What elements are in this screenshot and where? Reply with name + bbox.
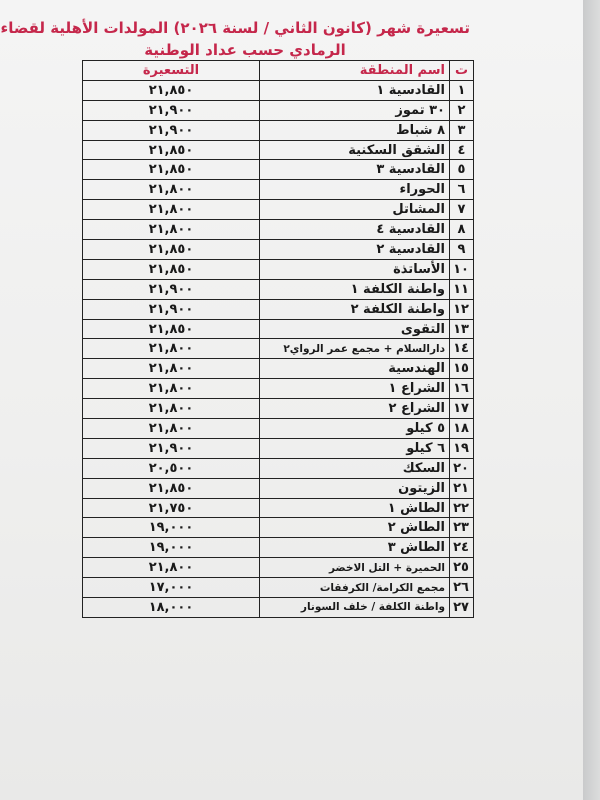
row-price: ١٩,٠٠٠ <box>83 538 260 558</box>
table-row <box>83 478 474 498</box>
row-area: ٣٠ تموز <box>260 100 450 120</box>
row-area: السكك <box>260 458 450 478</box>
row-num: ٨ <box>450 220 474 240</box>
row-area: الحوراء <box>260 180 450 200</box>
header-num: ت <box>450 61 474 81</box>
row-num: ٢٧ <box>450 598 474 618</box>
row-area: الأساتذة <box>260 259 450 279</box>
row-num: ٢٢ <box>450 498 474 518</box>
row-price: ٢١,٨٥٠ <box>83 259 260 279</box>
header-area: اسم المنطقة <box>260 61 450 81</box>
row-num: ١٨ <box>450 419 474 439</box>
row-area: القادسية ٢ <box>260 240 450 260</box>
row-num: ١٦ <box>450 379 474 399</box>
row-price: ٢٠,٥٠٠ <box>83 458 260 478</box>
table-row <box>83 438 474 458</box>
table-row <box>83 220 474 240</box>
row-price: ٢١,٨٠٠ <box>83 558 260 578</box>
row-area: الشراع ٢ <box>260 399 450 419</box>
table-row <box>83 518 474 538</box>
table-row <box>83 598 474 618</box>
row-area: الشراع ١ <box>260 379 450 399</box>
row-price: ٢١,٨٥٠ <box>83 240 260 260</box>
row-num: ١٢ <box>450 299 474 319</box>
table-row <box>83 379 474 399</box>
row-area: القادسية ١ <box>260 80 450 100</box>
row-price: ٢١,٧٥٠ <box>83 498 260 518</box>
row-area: الطاش ١ <box>260 498 450 518</box>
row-area: التقوى <box>260 319 450 339</box>
row-area: الطاش ٣ <box>260 538 450 558</box>
row-area: القادسية ٤ <box>260 220 450 240</box>
row-num: ٢٠ <box>450 458 474 478</box>
table-row <box>83 558 474 578</box>
row-area: الشقق السكنية <box>260 140 450 160</box>
row-area: ٥ كيلو <box>260 419 450 439</box>
row-price: ٢١,٨٠٠ <box>83 419 260 439</box>
row-num: ٢١ <box>450 478 474 498</box>
table-row <box>83 160 474 180</box>
table-row <box>83 498 474 518</box>
row-num: ١٥ <box>450 359 474 379</box>
table-row <box>83 339 474 359</box>
row-price: ٢١,٨٠٠ <box>83 359 260 379</box>
table-row <box>83 279 474 299</box>
row-price: ٢١,٩٠٠ <box>83 120 260 140</box>
row-price: ٢١,٨٥٠ <box>83 160 260 180</box>
row-price: ٢١,٨٠٠ <box>83 180 260 200</box>
row-price: ٢١,٩٠٠ <box>83 279 260 299</box>
row-area: ٦ كيلو <box>260 438 450 458</box>
row-price: ٢١,٩٠٠ <box>83 100 260 120</box>
row-num: ١١ <box>450 279 474 299</box>
row-area: دارالسلام + مجمع عمر الرواي٢ <box>260 339 450 359</box>
row-num: ٢ <box>450 100 474 120</box>
row-price: ١٩,٠٠٠ <box>83 518 260 538</box>
row-area: الزيتون <box>260 478 450 498</box>
row-price: ٢١,٨٠٠ <box>83 379 260 399</box>
row-price: ٢١,٨٠٠ <box>83 399 260 419</box>
row-price: ٢١,٨٠٠ <box>83 200 260 220</box>
row-area: مجمع الكرامة/ الكرفقات <box>260 578 450 598</box>
row-num: ٥ <box>450 160 474 180</box>
row-area: القادسية ٣ <box>260 160 450 180</box>
header-price: التسعيرة <box>83 61 260 81</box>
table-row <box>83 299 474 319</box>
row-area: واطنة الكلفة / خلف السونار <box>260 598 450 618</box>
row-price: ١٧,٠٠٠ <box>83 578 260 598</box>
row-num: ١٣ <box>450 319 474 339</box>
table-row <box>83 180 474 200</box>
row-price: ٢١,٨٥٠ <box>83 319 260 339</box>
row-num: ٦ <box>450 180 474 200</box>
table-row <box>83 578 474 598</box>
table-row <box>83 120 474 140</box>
table-row <box>83 458 474 478</box>
row-area: واطنة الكلفة ١ <box>260 279 450 299</box>
row-num: ٤ <box>450 140 474 160</box>
table-row <box>83 259 474 279</box>
row-num: ٧ <box>450 200 474 220</box>
row-num: ١٤ <box>450 339 474 359</box>
row-num: ٢٦ <box>450 578 474 598</box>
row-num: ١ <box>450 80 474 100</box>
table-row <box>83 419 474 439</box>
row-price: ٢١,٩٠٠ <box>83 299 260 319</box>
table-row <box>83 359 474 379</box>
row-area: ٨ شباط <box>260 120 450 140</box>
table-row <box>83 538 474 558</box>
row-area: الطاش ٢ <box>260 518 450 538</box>
table-row <box>83 100 474 120</box>
row-area: الهندسية <box>260 359 450 379</box>
row-num: ٢٤ <box>450 538 474 558</box>
background-surface <box>583 0 600 800</box>
table-row <box>83 399 474 419</box>
row-price: ٢١,٨٥٠ <box>83 140 260 160</box>
row-price: ١٨,٠٠٠ <box>83 598 260 618</box>
table-row <box>83 319 474 339</box>
table-row <box>83 80 474 100</box>
row-num: ٩ <box>450 240 474 260</box>
row-price: ٢١,٨٥٠ <box>83 478 260 498</box>
row-num: ٣ <box>450 120 474 140</box>
row-num: ١٠ <box>450 259 474 279</box>
table-row <box>83 240 474 260</box>
table-body <box>83 80 474 617</box>
document-title-line2: الرمادي حسب عداد الوطنية <box>144 41 346 59</box>
price-table <box>82 60 474 618</box>
row-area: الحميرة + التل الاخضر <box>260 558 450 578</box>
row-num: ١٧ <box>450 399 474 419</box>
table-header-row <box>83 61 474 81</box>
document-title-line1: تسعيرة شهر (كانون الثاني / لسنة ٢٠٢٦) المولدات الأهلية لقضاء <box>0 19 470 37</box>
row-price: ٢١,٨٠٠ <box>83 220 260 240</box>
table-row <box>83 140 474 160</box>
row-num: ٢٣ <box>450 518 474 538</box>
row-price: ٢١,٨٠٠ <box>83 339 260 359</box>
row-area: المشاتل <box>260 200 450 220</box>
row-num: ١٩ <box>450 438 474 458</box>
row-num: ٢٥ <box>450 558 474 578</box>
row-price: ٢١,٩٠٠ <box>83 438 260 458</box>
row-area: واطنة الكلفة ٢ <box>260 299 450 319</box>
table-row <box>83 200 474 220</box>
row-price: ٢١,٨٥٠ <box>83 80 260 100</box>
